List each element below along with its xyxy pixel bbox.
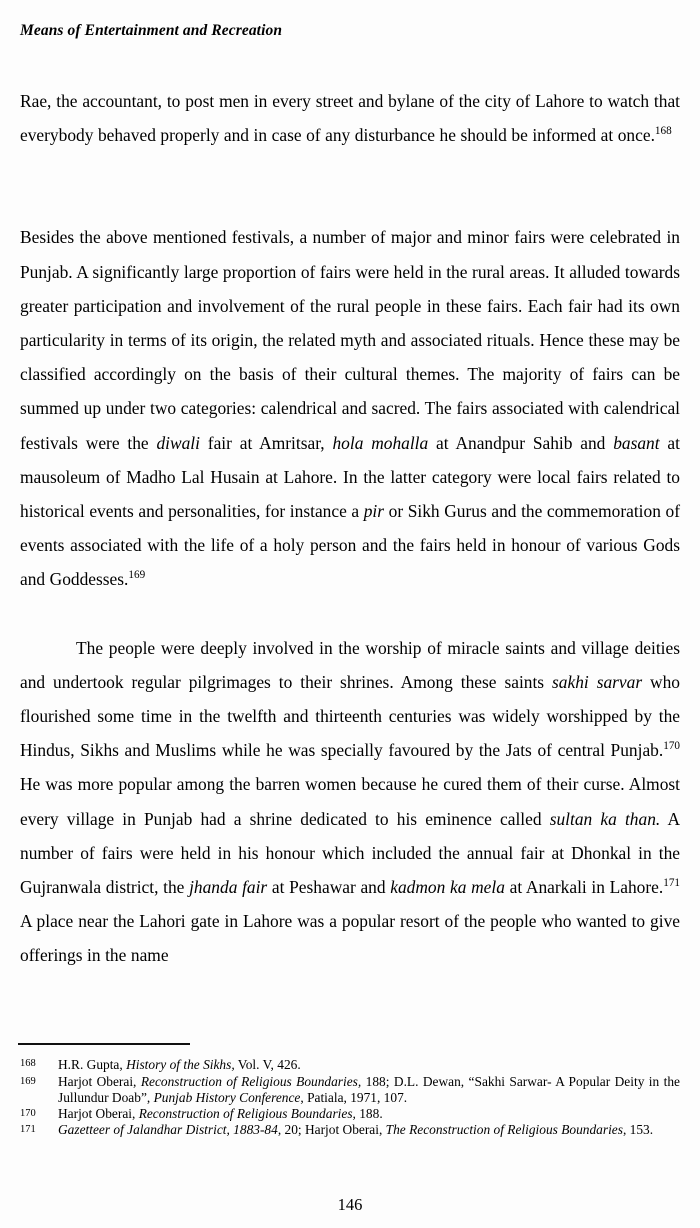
footnote-text: Harjot Oberai, Reconstruction of Religious Boundaries, 188; D.L. Dewan, “Sakhi Sarwar- A Popular Deity in the Jullundur Doab”, Punjab History Conference, Patiala, 1971, 107. xyxy=(58,1074,680,1105)
italic-term: jhanda fair xyxy=(189,877,268,898)
italic-term: sultan ka than. xyxy=(549,808,661,829)
italic-term: History of the Sikhs, xyxy=(126,1057,235,1072)
footnote-separator-rule xyxy=(18,1043,190,1045)
footnote-entry xyxy=(20,1074,680,1106)
paragraph-spacer xyxy=(20,152,680,220)
italic-term: kadmon ka mela xyxy=(390,877,505,898)
footnote-number: 170 xyxy=(20,1107,36,1119)
footnote-list xyxy=(20,1056,680,1138)
page-number: 146 xyxy=(337,1195,363,1214)
italic-term: sakhi sarvar xyxy=(552,671,643,692)
italic-term: Reconstruction of Religious Boundaries, xyxy=(138,1105,356,1121)
paragraph: The people were deeply involved in the worship of miracle saints and village deities and undertook regular pilgrimages to their shrines. Among these saints sakhi sarvar who flourished some time in the twelfth and thirteenth centuries was widely worshipped by the Hindus, Sikhs and Muslims while he was specially favoured by the Jats of central Punjab.$^{170}$ He was more popular among the barren women because he cured them of their curse. Almost every village in Punjab had a shrine dedicated to his eminence called sultan ka than. A number of fairs were held in his honour which included the annual fair at Dhonkal in the Gujranwala district, the jhanda fair at Peshawar and kadmon ka mela at Anarkali in Lahore.$^{171}$ A place near the Lahori gate in Lahore was a popular resort of the people who wanted to give offerings in the name xyxy=(20,637,681,966)
italic-term: basant xyxy=(613,432,660,453)
footnote-text: Harjot Oberai, Reconstruction of Religious Boundaries, 188. xyxy=(58,1105,383,1121)
italic-term: Gazetteer of Jalandhar District, 1883-84 xyxy=(58,1121,278,1137)
italic-term: pir xyxy=(363,501,385,522)
footnote-number: 169 xyxy=(20,1076,36,1087)
paragraph: Rae, the accountant, to post men in every street and bylane of the city of Lahore to watch that everybody behaved properly and in case of any disturbance he should be informed at once.$^{168}$ xyxy=(20,91,680,146)
footnote-entry xyxy=(20,1106,680,1122)
footnote-reference[interactable]: 170 xyxy=(663,740,680,753)
paragraph: Besides the above mentioned festivals, a number of major and minor fairs were celebrated in Punjab. A significantly large proportion of fairs were held in the rural areas. It alluded towards greater participation and involvement of the rural people in these fairs. Each fair had its own particularity in terms of its origin, the related myth and associated rituals. Hence these may be classified accordingly on the basis of their cultural themes. The majority of fairs can be summed up under two categories: calendrical and sacred. The fairs associated with calendrical festivals were the diwali fair at Amritsar, hola mohalla at Anandpur Sahib and basant at mausoleum of Madho Lal Husain at Lahore. In the latter category were local fairs related to historical events and personalities, for instance a pir or Sikh Gurus and the commemoration of events associated with the life of a holy person and the fairs held in honour of various Gods and Goddesses.$^{169}$ xyxy=(20,227,680,590)
italic-term: Reconstruction of Religious Boundaries, xyxy=(140,1074,362,1089)
footnote-entry xyxy=(20,1056,680,1074)
footnote-reference[interactable]: 171 xyxy=(663,877,681,890)
footnote-entry xyxy=(20,1122,680,1138)
italic-term: hola mohalla xyxy=(332,432,429,453)
footnote-reference[interactable]: 168 xyxy=(654,125,672,138)
footnote-reference[interactable]: 169 xyxy=(128,569,146,582)
footnote-text: Gazetteer of Jalandhar District, 1883-84, 20; Harjot Oberai, The Reconstruction of Religious Boundaries, 153. xyxy=(58,1121,654,1137)
italic-term: diwali xyxy=(156,432,200,453)
running-head: Means of Entertainment and Recreation xyxy=(20,22,283,39)
footnote-text: H.R. Gupta, History of the Sikhs, Vol. V, 426. xyxy=(58,1057,301,1072)
paragraph-spacer xyxy=(20,597,680,631)
footnote-number: 171 xyxy=(20,1123,36,1135)
italic-term: Punjab History Conference xyxy=(153,1089,301,1105)
footnote-number: 168 xyxy=(20,1058,36,1069)
italic-term: The Reconstruction of Religious Boundaries xyxy=(385,1121,623,1137)
body-text-area xyxy=(20,84,680,973)
